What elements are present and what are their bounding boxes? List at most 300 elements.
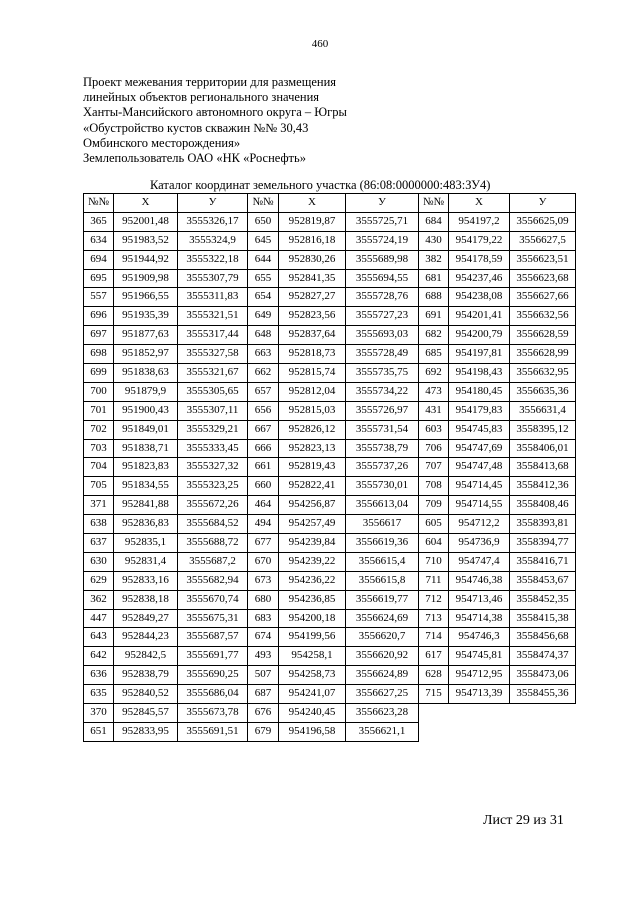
- table-row: [84, 382, 576, 401]
- table-cell: 3555724,19: [346, 231, 419, 250]
- table-cell: 695: [84, 269, 114, 288]
- table-cell: 3558393,81: [510, 515, 576, 534]
- table-cell: 677: [248, 534, 279, 553]
- table-cell: 3556627,25: [346, 685, 419, 704]
- table-cell: 3558474,37: [510, 647, 576, 666]
- table-cell: 952826,12: [279, 420, 346, 439]
- table-cell: 3555730,01: [346, 477, 419, 496]
- table-cell: 698: [84, 345, 114, 364]
- column-header: Х: [114, 194, 178, 213]
- table-cell: 703: [84, 439, 114, 458]
- table-cell: 3558453,67: [510, 571, 576, 590]
- table-cell: 3556621,1: [346, 722, 419, 741]
- table-cell: 951852,97: [114, 345, 178, 364]
- table-cell: 3555670,74: [178, 590, 248, 609]
- table-cell: 370: [84, 704, 114, 723]
- table-cell: 3555691,77: [178, 647, 248, 666]
- table-cell: 952849,27: [114, 609, 178, 628]
- table-row: [84, 704, 576, 723]
- empty-cell: [449, 704, 510, 723]
- table-cell: 3555307,79: [178, 269, 248, 288]
- table-row: [84, 647, 576, 666]
- table-cell: 952823,56: [279, 307, 346, 326]
- table-cell: 667: [248, 420, 279, 439]
- table-cell: 954713,46: [449, 590, 510, 609]
- table-cell: 650: [248, 212, 279, 231]
- table-cell: 3555726,97: [346, 401, 419, 420]
- table-cell: 3555322,18: [178, 250, 248, 269]
- table-cell: 3555687,57: [178, 628, 248, 647]
- table-cell: 3556625,09: [510, 212, 576, 231]
- table-cell: 3555673,78: [178, 704, 248, 723]
- table-cell: 3556628,59: [510, 326, 576, 345]
- table-cell: 952831,4: [114, 552, 178, 571]
- table-cell: 3556627,66: [510, 288, 576, 307]
- table-cell: 3555688,72: [178, 534, 248, 553]
- table-cell: 954745,83: [449, 420, 510, 439]
- table-cell: 954712,95: [449, 666, 510, 685]
- table-cell: 954236,22: [279, 571, 346, 590]
- table-cell: 954180,45: [449, 382, 510, 401]
- table-cell: 648: [248, 326, 279, 345]
- table-cell: 951909,98: [114, 269, 178, 288]
- table-cell: 954237,46: [449, 269, 510, 288]
- table-cell: 951983,52: [114, 231, 178, 250]
- table-cell: 699: [84, 364, 114, 383]
- table-cell: 674: [248, 628, 279, 647]
- table-row: [84, 571, 576, 590]
- table-cell: 687: [248, 685, 279, 704]
- table-cell: 715: [419, 685, 449, 704]
- table-cell: 952833,16: [114, 571, 178, 590]
- table-cell: 643: [84, 628, 114, 647]
- empty-cell: [419, 722, 449, 741]
- table-cell: 3556620,92: [346, 647, 419, 666]
- table-cell: 649: [248, 307, 279, 326]
- table-cell: 954240,45: [279, 704, 346, 723]
- table-cell: 3556615,8: [346, 571, 419, 590]
- table-cell: 663: [248, 345, 279, 364]
- table-cell: 3555323,25: [178, 477, 248, 496]
- table-cell: 3555321,51: [178, 307, 248, 326]
- table-cell: 3555734,22: [346, 382, 419, 401]
- table-row: [84, 326, 576, 345]
- table-cell: 680: [248, 590, 279, 609]
- table-cell: 954178,59: [449, 250, 510, 269]
- table-caption: Каталог координат земельного участка (86:08:0000000:483:ЗУ4): [150, 178, 491, 192]
- table-cell: 644: [248, 250, 279, 269]
- table-cell: 697: [84, 326, 114, 345]
- table-row: [84, 401, 576, 420]
- table-cell: 952830,26: [279, 250, 346, 269]
- table-cell: 655: [248, 269, 279, 288]
- table-cell: 3555689,98: [346, 250, 419, 269]
- table-row: [84, 609, 576, 628]
- table-cell: 660: [248, 477, 279, 496]
- table-cell: 951935,39: [114, 307, 178, 326]
- table-cell: 3556623,28: [346, 704, 419, 723]
- table-cell: 954197,2: [449, 212, 510, 231]
- table-cell: 3555725,71: [346, 212, 419, 231]
- table-cell: 683: [248, 609, 279, 628]
- table-cell: 952816,18: [279, 231, 346, 250]
- table-cell: 952819,87: [279, 212, 346, 231]
- table-row: [84, 552, 576, 571]
- table-cell: 954179,83: [449, 401, 510, 420]
- table-cell: 688: [419, 288, 449, 307]
- table-row: [84, 212, 576, 231]
- table-cell: 3556623,51: [510, 250, 576, 269]
- table-cell: 3555324,9: [178, 231, 248, 250]
- table-cell: 954714,45: [449, 477, 510, 496]
- table-row: [84, 269, 576, 288]
- sheet-number: Лист 29 из 31: [483, 813, 564, 828]
- table-cell: 3558406,01: [510, 439, 576, 458]
- table-cell: 951877,63: [114, 326, 178, 345]
- table-cell: 3555727,23: [346, 307, 419, 326]
- table-cell: 3558412,36: [510, 477, 576, 496]
- table-cell: 464: [248, 496, 279, 515]
- table-cell: 954201,41: [449, 307, 510, 326]
- table-cell: 954199,56: [279, 628, 346, 647]
- header-line: Ханты-Мансийского автономного округа – Югры: [83, 105, 347, 120]
- table-cell: 3558394,77: [510, 534, 576, 553]
- table-cell: 954714,55: [449, 496, 510, 515]
- table-cell: 493: [248, 647, 279, 666]
- table-cell: 954736,9: [449, 534, 510, 553]
- column-header: Х: [279, 194, 346, 213]
- table-cell: 692: [419, 364, 449, 383]
- table-cell: 952840,52: [114, 685, 178, 704]
- column-header: №№: [419, 194, 449, 213]
- table-cell: 685: [419, 345, 449, 364]
- table-cell: 684: [419, 212, 449, 231]
- table-cell: 662: [248, 364, 279, 383]
- table-cell: 635: [84, 685, 114, 704]
- table-cell: 3556615,4: [346, 552, 419, 571]
- table-cell: 952841,35: [279, 269, 346, 288]
- table-cell: 954238,08: [449, 288, 510, 307]
- table-cell: 704: [84, 458, 114, 477]
- table-cell: 3558452,35: [510, 590, 576, 609]
- table-cell: 642: [84, 647, 114, 666]
- table-cell: 952818,73: [279, 345, 346, 364]
- table-cell: 3556613,04: [346, 496, 419, 515]
- header-line: линейных объектов регионального значения: [83, 90, 320, 105]
- table-cell: 954200,18: [279, 609, 346, 628]
- table-cell: 365: [84, 212, 114, 231]
- table-cell: 630: [84, 552, 114, 571]
- table-cell: 3555317,44: [178, 326, 248, 345]
- table-cell: 954714,38: [449, 609, 510, 628]
- table-cell: 628: [419, 666, 449, 685]
- table-row: [84, 496, 576, 515]
- table-row: [84, 590, 576, 609]
- table-cell: 705: [84, 477, 114, 496]
- table-cell: 654: [248, 288, 279, 307]
- table-cell: 951849,01: [114, 420, 178, 439]
- table-row: [84, 722, 576, 741]
- table-cell: 951879,9: [114, 382, 178, 401]
- table-row: [84, 534, 576, 553]
- table-cell: 952833,95: [114, 722, 178, 741]
- table-cell: 709: [419, 496, 449, 515]
- table-row: [84, 420, 576, 439]
- table-cell: 681: [419, 269, 449, 288]
- table-cell: 3555675,31: [178, 609, 248, 628]
- column-header: У: [346, 194, 419, 213]
- table-cell: 954239,84: [279, 534, 346, 553]
- table-cell: 431: [419, 401, 449, 420]
- table-cell: 637: [84, 534, 114, 553]
- table-cell: 617: [419, 647, 449, 666]
- table-row: [84, 250, 576, 269]
- table-cell: 3555327,32: [178, 458, 248, 477]
- table-cell: 952835,1: [114, 534, 178, 553]
- table-cell: 3555731,54: [346, 420, 419, 439]
- table-cell: 951838,63: [114, 364, 178, 383]
- table-cell: 3555691,51: [178, 722, 248, 741]
- empty-cell: [510, 722, 576, 741]
- table-cell: 954745,81: [449, 647, 510, 666]
- coordinates-table-wrap: [83, 193, 576, 742]
- table-cell: 951944,92: [114, 250, 178, 269]
- table-cell: 691: [419, 307, 449, 326]
- empty-cell: [419, 704, 449, 723]
- table-cell: 3555728,49: [346, 345, 419, 364]
- table-cell: 711: [419, 571, 449, 590]
- table-cell: 656: [248, 401, 279, 420]
- table-cell: 954747,4: [449, 552, 510, 571]
- table-cell: 3558456,68: [510, 628, 576, 647]
- table-cell: 3558395,12: [510, 420, 576, 439]
- table-cell: 3556632,95: [510, 364, 576, 383]
- table-cell: 3555682,94: [178, 571, 248, 590]
- table-cell: 3556631,4: [510, 401, 576, 420]
- table-cell: 3555311,83: [178, 288, 248, 307]
- table-cell: 371: [84, 496, 114, 515]
- table-cell: 952822,41: [279, 477, 346, 496]
- table-cell: 3555737,26: [346, 458, 419, 477]
- table-cell: 954746,38: [449, 571, 510, 590]
- table-row: [84, 666, 576, 685]
- table-cell: 951834,55: [114, 477, 178, 496]
- table-cell: 447: [84, 609, 114, 628]
- table-cell: 679: [248, 722, 279, 741]
- table-cell: 682: [419, 326, 449, 345]
- table-row: [84, 477, 576, 496]
- coordinates-table: [83, 193, 576, 742]
- table-cell: 707: [419, 458, 449, 477]
- table-cell: 696: [84, 307, 114, 326]
- table-cell: 951823,83: [114, 458, 178, 477]
- table-cell: 634: [84, 231, 114, 250]
- table-cell: 638: [84, 515, 114, 534]
- header-line: Землепользователь ОАО «НК «Роснефть»: [83, 151, 306, 166]
- table-row: [84, 231, 576, 250]
- table-cell: 3555307,11: [178, 401, 248, 420]
- table-cell: 954713,39: [449, 685, 510, 704]
- table-cell: 3556624,69: [346, 609, 419, 628]
- table-row: [84, 288, 576, 307]
- table-cell: 3555693,03: [346, 326, 419, 345]
- header-line: «Обустройство кустов скважин №№ 30,43: [83, 120, 309, 135]
- table-cell: 952827,27: [279, 288, 346, 307]
- table-cell: 3556620,7: [346, 628, 419, 647]
- table-cell: 3556617: [346, 515, 419, 534]
- table-cell: 713: [419, 609, 449, 628]
- table-row: [84, 458, 576, 477]
- column-header: Х: [449, 194, 510, 213]
- table-cell: 657: [248, 382, 279, 401]
- column-header: У: [178, 194, 248, 213]
- table-cell: 673: [248, 571, 279, 590]
- table-row: [84, 307, 576, 326]
- table-cell: 3556635,36: [510, 382, 576, 401]
- table-cell: 3555728,76: [346, 288, 419, 307]
- table-cell: 954200,79: [449, 326, 510, 345]
- table-cell: 676: [248, 704, 279, 723]
- table-cell: 604: [419, 534, 449, 553]
- table-cell: 557: [84, 288, 114, 307]
- table-cell: 3555686,04: [178, 685, 248, 704]
- table-cell: 3558415,38: [510, 609, 576, 628]
- table-cell: 3555321,67: [178, 364, 248, 383]
- table-cell: 603: [419, 420, 449, 439]
- table-cell: 706: [419, 439, 449, 458]
- table-cell: 952842,5: [114, 647, 178, 666]
- table-cell: 3555329,21: [178, 420, 248, 439]
- table-cell: 3555738,79: [346, 439, 419, 458]
- table-cell: 3555687,2: [178, 552, 248, 571]
- table-cell: 629: [84, 571, 114, 590]
- table-cell: 708: [419, 477, 449, 496]
- document-header: [83, 75, 553, 166]
- table-cell: 3556627,5: [510, 231, 576, 250]
- table-cell: 605: [419, 515, 449, 534]
- table-row: [84, 345, 576, 364]
- table-cell: 952819,43: [279, 458, 346, 477]
- table-cell: 3555684,52: [178, 515, 248, 534]
- table-cell: 951966,55: [114, 288, 178, 307]
- table-cell: 3558408,46: [510, 496, 576, 515]
- table-cell: 494: [248, 515, 279, 534]
- table-cell: 954236,85: [279, 590, 346, 609]
- table-cell: 954196,58: [279, 722, 346, 741]
- table-cell: 362: [84, 590, 114, 609]
- header-line: Омбинского месторождения»: [83, 135, 241, 150]
- table-cell: 951838,71: [114, 439, 178, 458]
- table-cell: 661: [248, 458, 279, 477]
- table-cell: 954197,81: [449, 345, 510, 364]
- table-cell: 954746,3: [449, 628, 510, 647]
- table-cell: 3555327,58: [178, 345, 248, 364]
- table-cell: 952837,64: [279, 326, 346, 345]
- table-cell: 710: [419, 552, 449, 571]
- table-cell: 670: [248, 552, 279, 571]
- table-cell: 3556632,56: [510, 307, 576, 326]
- column-header: У: [510, 194, 576, 213]
- table-cell: 954239,22: [279, 552, 346, 571]
- table-cell: 952836,83: [114, 515, 178, 534]
- table-cell: 3555694,55: [346, 269, 419, 288]
- table-cell: 473: [419, 382, 449, 401]
- table-cell: 666: [248, 439, 279, 458]
- table-cell: 954179,22: [449, 231, 510, 250]
- table-cell: 954258,1: [279, 647, 346, 666]
- table-cell: 954256,87: [279, 496, 346, 515]
- table-cell: 3556623,68: [510, 269, 576, 288]
- table-cell: 952838,18: [114, 590, 178, 609]
- table-cell: 952815,03: [279, 401, 346, 420]
- table-cell: 382: [419, 250, 449, 269]
- table-cell: 954747,69: [449, 439, 510, 458]
- column-header: №№: [248, 194, 279, 213]
- table-cell: 701: [84, 401, 114, 420]
- table-cell: 3555305,65: [178, 382, 248, 401]
- table-cell: 3555326,17: [178, 212, 248, 231]
- table-cell: 3555735,75: [346, 364, 419, 383]
- table-cell: 952001,48: [114, 212, 178, 231]
- table-cell: 430: [419, 231, 449, 250]
- page-number: 460: [311, 38, 329, 50]
- table-cell: 3558416,71: [510, 552, 576, 571]
- table-cell: 952815,74: [279, 364, 346, 383]
- table-cell: 507: [248, 666, 279, 685]
- table-cell: 954258,73: [279, 666, 346, 685]
- table-cell: 952841,88: [114, 496, 178, 515]
- table-cell: 952845,57: [114, 704, 178, 723]
- table-cell: 636: [84, 666, 114, 685]
- table-cell: 3558413,68: [510, 458, 576, 477]
- table-cell: 3555333,45: [178, 439, 248, 458]
- table-cell: 954198,43: [449, 364, 510, 383]
- table-cell: 951900,43: [114, 401, 178, 420]
- table-cell: 3555672,26: [178, 496, 248, 515]
- table-cell: 694: [84, 250, 114, 269]
- table-cell: 954241,07: [279, 685, 346, 704]
- table-cell: 952844,23: [114, 628, 178, 647]
- table-cell: 954712,2: [449, 515, 510, 534]
- table-cell: 700: [84, 382, 114, 401]
- table-cell: 714: [419, 628, 449, 647]
- column-header: №№: [84, 194, 114, 213]
- table-header-row: [84, 194, 576, 213]
- table-cell: 3556619,77: [346, 590, 419, 609]
- table-cell: 712: [419, 590, 449, 609]
- table-cell: 952812,04: [279, 382, 346, 401]
- table-row: [84, 515, 576, 534]
- table-cell: 3556624,89: [346, 666, 419, 685]
- table-cell: 954257,49: [279, 515, 346, 534]
- table-row: [84, 439, 576, 458]
- table-row: [84, 685, 576, 704]
- empty-cell: [449, 722, 510, 741]
- table-cell: 645: [248, 231, 279, 250]
- table-row: [84, 628, 576, 647]
- table-cell: 3556628,99: [510, 345, 576, 364]
- table-cell: 3555690,25: [178, 666, 248, 685]
- table-cell: 954747,48: [449, 458, 510, 477]
- table-cell: 651: [84, 722, 114, 741]
- table-cell: 702: [84, 420, 114, 439]
- table-cell: 3558455,36: [510, 685, 576, 704]
- header-line: Проект межевания территории для размещения: [83, 75, 337, 89]
- empty-cell: [510, 704, 576, 723]
- table-cell: 3558473,06: [510, 666, 576, 685]
- table-cell: 3556619,36: [346, 534, 419, 553]
- table-cell: 952838,79: [114, 666, 178, 685]
